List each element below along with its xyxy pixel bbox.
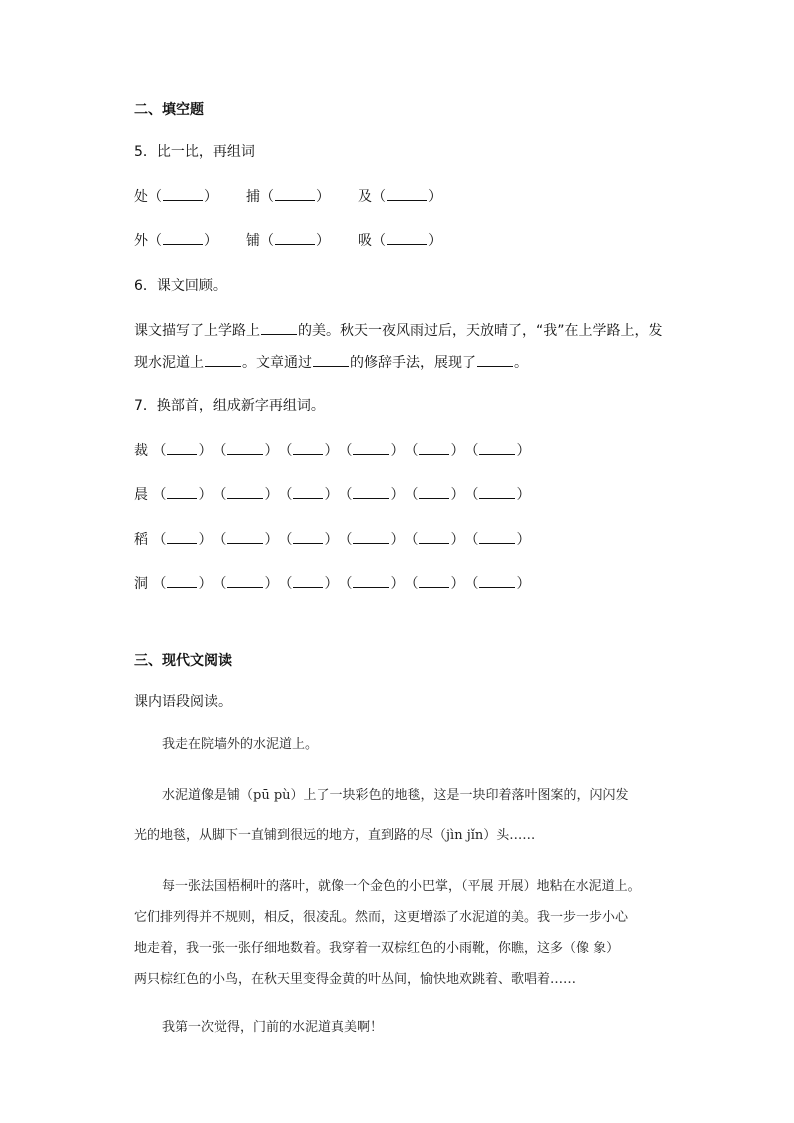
section-heading-fill-blanks: 二、填空题 xyxy=(134,102,204,118)
question-7-row: 稻 （ ）（ ）（ ）（ ）（ ）（ ） xyxy=(134,529,530,550)
answer-blank[interactable] xyxy=(205,352,241,367)
question-7-prompt: 7．换部首，组成新字再组词。 xyxy=(134,398,325,414)
passage-paragraph-2-line-2: 光的地毯，从脚下一直铺到很远的地方，直到路的尽（jìn jǐn）头…… xyxy=(134,828,536,843)
compare-char: 捕 xyxy=(246,189,260,205)
passage-paragraph-3-line-3: 地走着，我一张一张仔细地数着。我穿着一双棕红色的小雨靴，你瞧，这多（像 象） xyxy=(134,941,620,956)
passage-paragraph-3-line-4: 两只棕红色的小鸟，在秋天里变得金黄的叶丛间，愉快地欢跳着、歌唱着…… xyxy=(134,972,577,987)
answer-blank[interactable] xyxy=(313,352,349,367)
passage-paragraph-3-line-1: 每一张法国梧桐叶的落叶，就像一个金色的小巴掌，（平展 开展）地粘在水泥道上。 xyxy=(162,879,641,894)
answer-blank[interactable] xyxy=(293,440,323,455)
answer-blank[interactable] xyxy=(227,529,263,544)
answer-blank[interactable] xyxy=(419,573,449,588)
question-6-line-2: 现水泥道上 。文章通过 的修辞手法，展现了 。 xyxy=(134,352,528,373)
answer-blank[interactable] xyxy=(227,484,263,499)
radical-char: 裁 xyxy=(134,443,148,459)
answer-blank[interactable] xyxy=(163,186,203,201)
answer-blank[interactable] xyxy=(419,484,449,499)
answer-blank[interactable] xyxy=(353,573,389,588)
question-7-row: 洞 （ ）（ ）（ ）（ ）（ ）（ ） xyxy=(134,573,530,594)
answer-blank[interactable] xyxy=(353,484,389,499)
answer-blank[interactable] xyxy=(275,186,315,201)
answer-blank[interactable] xyxy=(387,186,427,201)
compare-char: 处 xyxy=(134,189,148,205)
answer-blank[interactable] xyxy=(163,230,203,245)
answer-blank[interactable] xyxy=(275,230,315,245)
answer-blank[interactable] xyxy=(353,529,389,544)
radical-char: 稻 xyxy=(134,532,148,548)
answer-blank[interactable] xyxy=(479,529,515,544)
radical-char: 洞 xyxy=(134,576,148,592)
compare-char: 及 xyxy=(358,189,372,205)
answer-blank[interactable] xyxy=(167,440,197,455)
question-5-row-2: 外（ ） 铺（ ） 吸（ ） xyxy=(134,230,464,250)
compare-char: 铺 xyxy=(246,233,260,249)
answer-blank[interactable] xyxy=(419,529,449,544)
answer-blank[interactable] xyxy=(353,440,389,455)
answer-blank[interactable] xyxy=(167,573,197,588)
passage-paragraph-2-line-1: 水泥道像是铺（pū pù）上了一块彩色的地毯，这是一块印着落叶图案的，闪闪发 xyxy=(162,788,629,803)
answer-blank[interactable] xyxy=(227,440,263,455)
reading-intro: 课内语段阅读。 xyxy=(134,694,232,710)
answer-blank[interactable] xyxy=(479,573,515,588)
answer-blank[interactable] xyxy=(293,529,323,544)
answer-blank[interactable] xyxy=(167,484,197,499)
question-6-prompt: 6．课文回顾。 xyxy=(134,278,227,294)
answer-blank[interactable] xyxy=(419,440,449,455)
answer-blank[interactable] xyxy=(167,529,197,544)
compare-char: 吸 xyxy=(358,233,372,249)
answer-blank[interactable] xyxy=(387,230,427,245)
answer-blank[interactable] xyxy=(261,320,297,335)
section-heading-reading: 三、现代文阅读 xyxy=(134,653,232,669)
passage-paragraph-1: 我走在院墙外的水泥道上。 xyxy=(162,737,319,752)
question-6-line-1: 课文描写了上学路上 的美。秋天一夜风雨过后，天放晴了，“我”在上学路上，发 xyxy=(134,320,663,341)
answer-blank[interactable] xyxy=(293,573,323,588)
question-7-row: 晨 （ ）（ ）（ ）（ ）（ ）（ ） xyxy=(134,484,530,505)
passage-paragraph-3-line-2: 它们排列得并不规则，相反，很凌乱。然而，这更增添了水泥道的美。我一步一步小心 xyxy=(134,910,629,925)
question-7-row: 裁 （ ）（ ）（ ）（ ）（ ）（ ） xyxy=(134,440,530,461)
answer-blank[interactable] xyxy=(477,352,513,367)
answer-blank[interactable] xyxy=(479,484,515,499)
question-5-row-1: 处（ ） 捕（ ） 及（ ） xyxy=(134,186,464,206)
radical-char: 晨 xyxy=(134,487,148,503)
question-5-prompt: 5．比一比，再组词 xyxy=(134,144,255,160)
answer-blank[interactable] xyxy=(293,484,323,499)
compare-char: 外 xyxy=(134,233,148,249)
answer-blank[interactable] xyxy=(227,573,263,588)
answer-blank[interactable] xyxy=(479,440,515,455)
passage-paragraph-4: 我第一次觉得，门前的水泥道真美啊！ xyxy=(162,1020,384,1035)
